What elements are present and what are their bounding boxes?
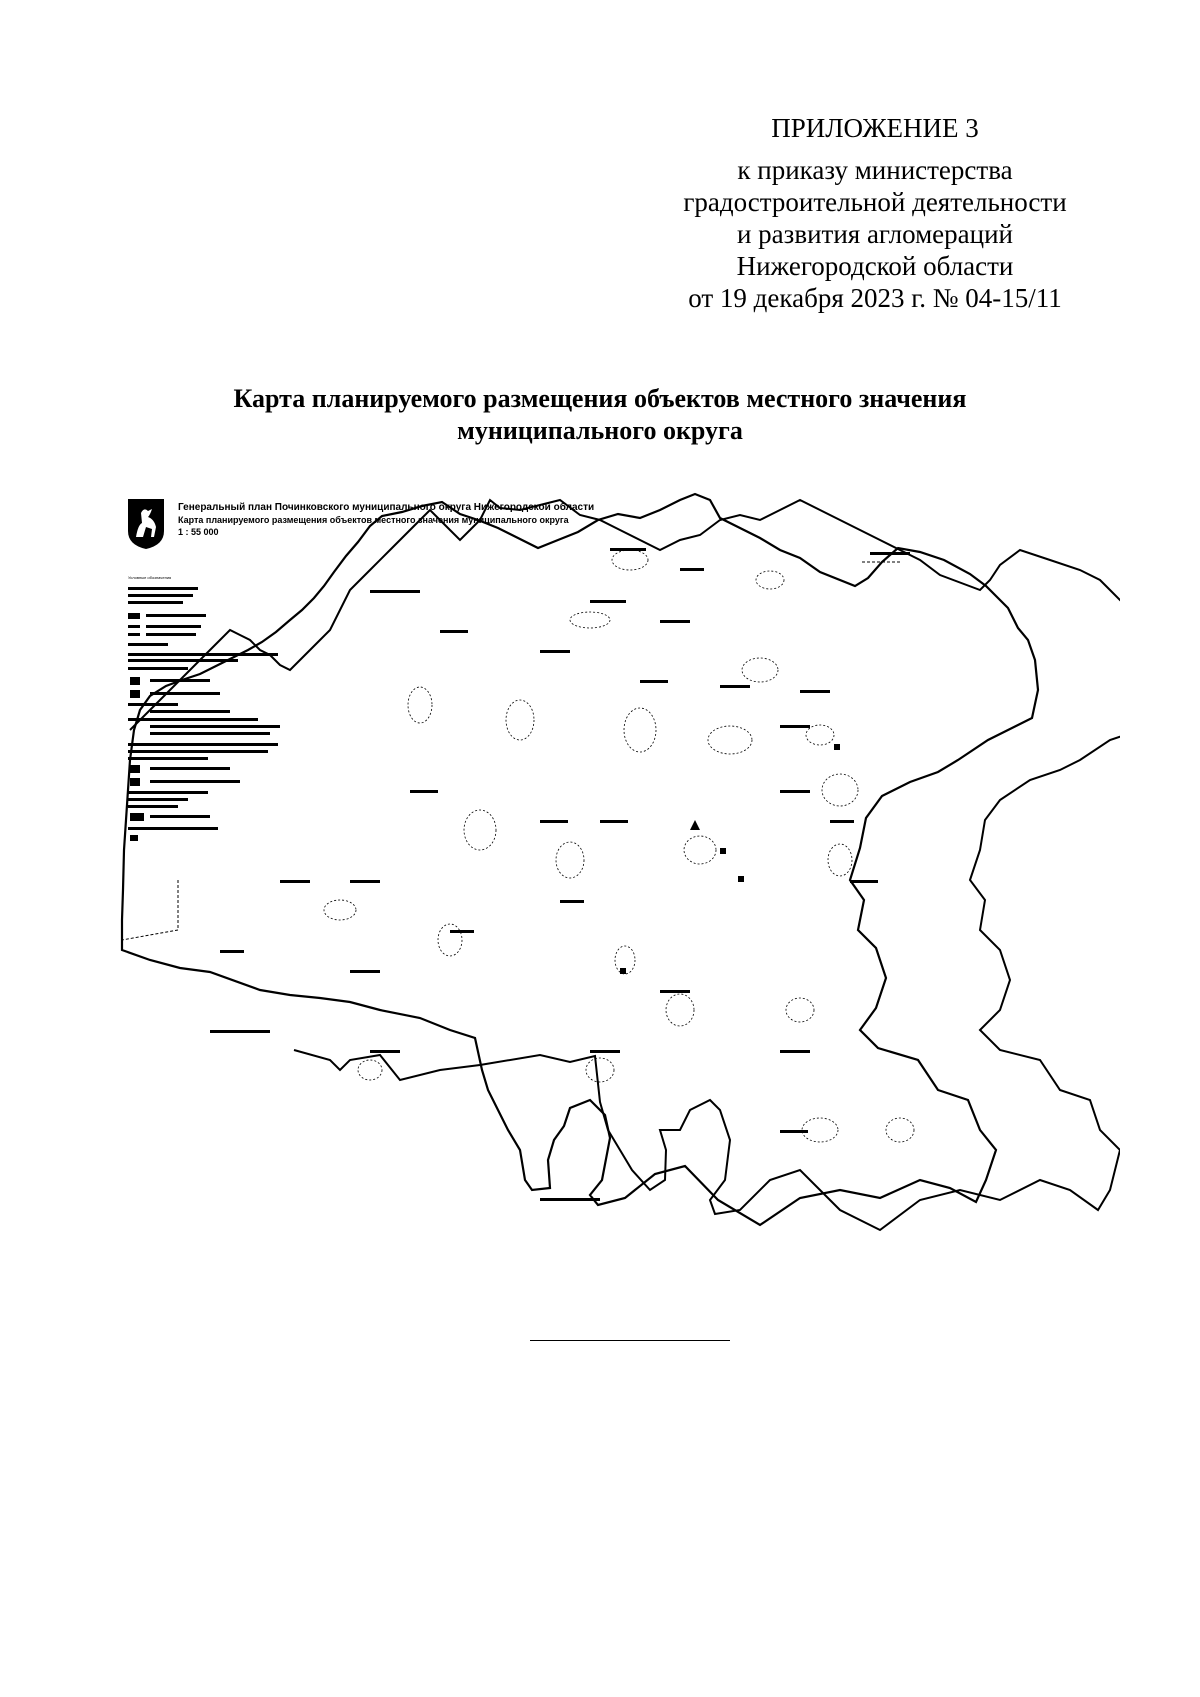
bottom-rule [530,1340,730,1341]
document-title [120,383,1080,447]
document-title-line: Карта планируемого размещения объектов местного значения [233,384,967,413]
appendix-line: от 19 декабря 2023 г. № 04-15/11 [688,283,1062,313]
district-boundary [130,500,1120,1230]
appendix-line: к приказу министерства [737,155,1013,185]
appendix-line: и развития агломераций [736,219,1013,249]
neighbour-boundary [122,880,178,940]
appendix-line: Нижегородской области [736,251,1014,281]
map-subtitle: Карта планируемого размещения объектов местного значения муниципального округа [178,515,569,525]
legend-heading: Условные обозначения [128,575,172,580]
district-map [120,490,1120,1320]
appendix-block [640,112,1110,314]
map-scale: 1 : 55 000 [178,527,219,537]
district-outline [122,494,1038,1225]
appendix-line: градостроительной деятельности [683,187,1067,217]
map-title: Генеральный план Починковского муниципального округа Нижегородской области [178,502,595,513]
appendix-title: ПРИЛОЖЕНИЕ 3 [771,113,979,143]
document-title-line: муниципального округа [457,416,743,445]
